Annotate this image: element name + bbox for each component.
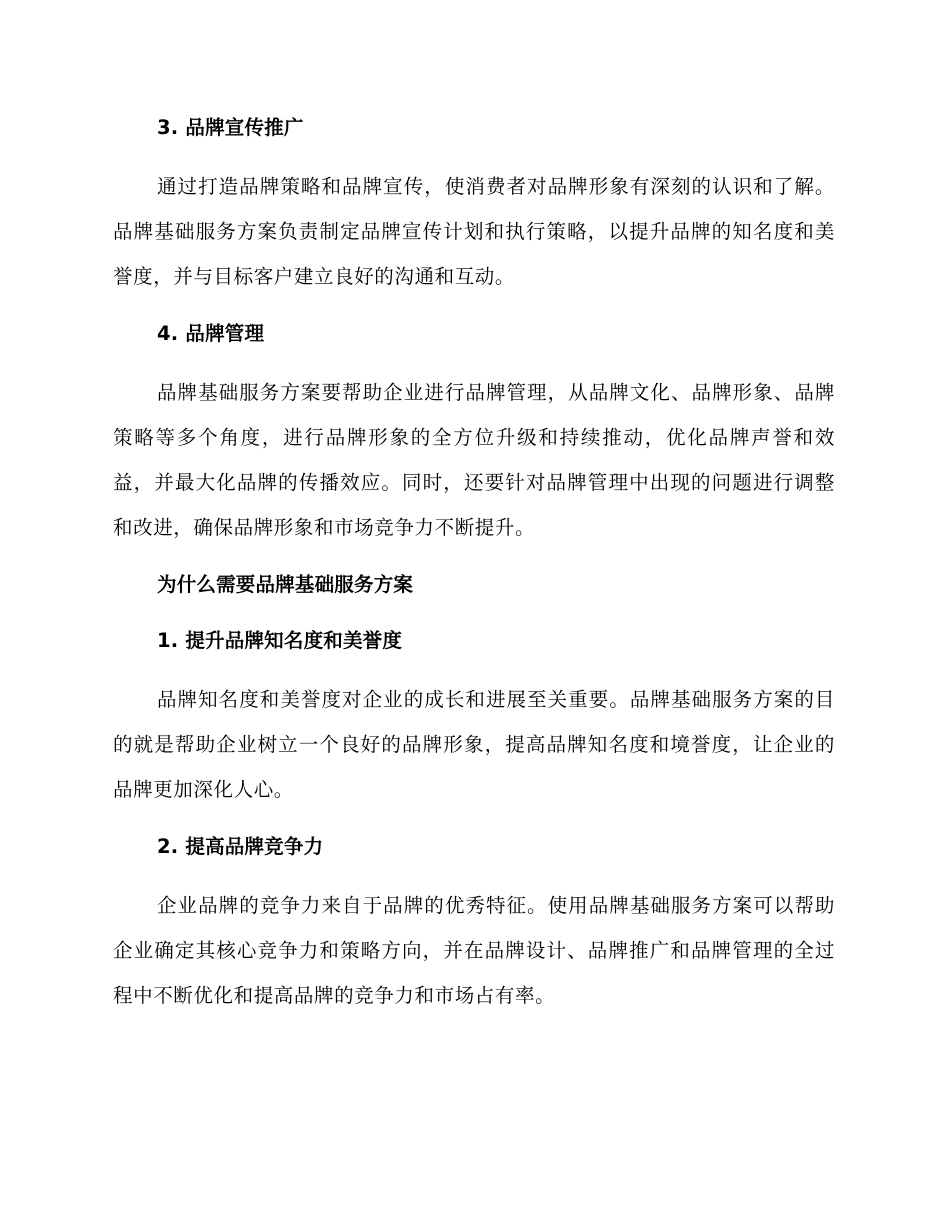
section-heading-why-needed: 为什么需要品牌基础服务方案 <box>157 573 414 596</box>
section-paragraph-brand-competitiveness: 企业品牌的竞争力来自于品牌的优秀特征。使用品牌基础服务方案可以帮助企业确定其核心竞争力和策略方向，并在品牌设计、品牌推广和品牌管理的全过程中不断优化和提高品牌的竞争力和市场占有率。 <box>113 894 835 1007</box>
section-paragraph-brand-awareness: 品牌知名度和美誉度对企业的成长和进展至关重要。品牌基础服务方案的目的就是帮助企业树立一个良好的品牌形象，提高品牌知名度和境誉度，让企业的品牌更加深化人心。 <box>113 688 835 801</box>
section-heading-brand-promotion: 3. 品牌宣传推广 <box>157 116 304 139</box>
section-heading-brand-awareness: 1. 提升品牌知名度和美誉度 <box>157 629 403 652</box>
section-heading-brand-competitiveness: 2. 提高品牌竞争力 <box>157 835 324 858</box>
section-heading-brand-management: 4. 品牌管理 <box>157 322 265 345</box>
section-paragraph-brand-management: 品牌基础服务方案要帮助企业进行品牌管理，从品牌文化、品牌形象、品牌策略等多个角度，进行品牌形象的全方位升级和持续推动，优化品牌声誉和效益，并最大化品牌的传播效应。同时，还要针对品牌管理中出现的问题进行调整和改进，确保品牌形象和市场竞争力不断提升。 <box>113 381 835 539</box>
section-paragraph-brand-promotion: 通过打造品牌策略和品牌宣传，使消费者对品牌形象有深刻的认识和了解。品牌基础服务方案负责制定品牌宣传计划和执行策略，以提升品牌的知名度和美誉度，并与目标客户建立良好的沟通和互动。 <box>113 175 835 288</box>
document-body <box>113 112 835 1018</box>
